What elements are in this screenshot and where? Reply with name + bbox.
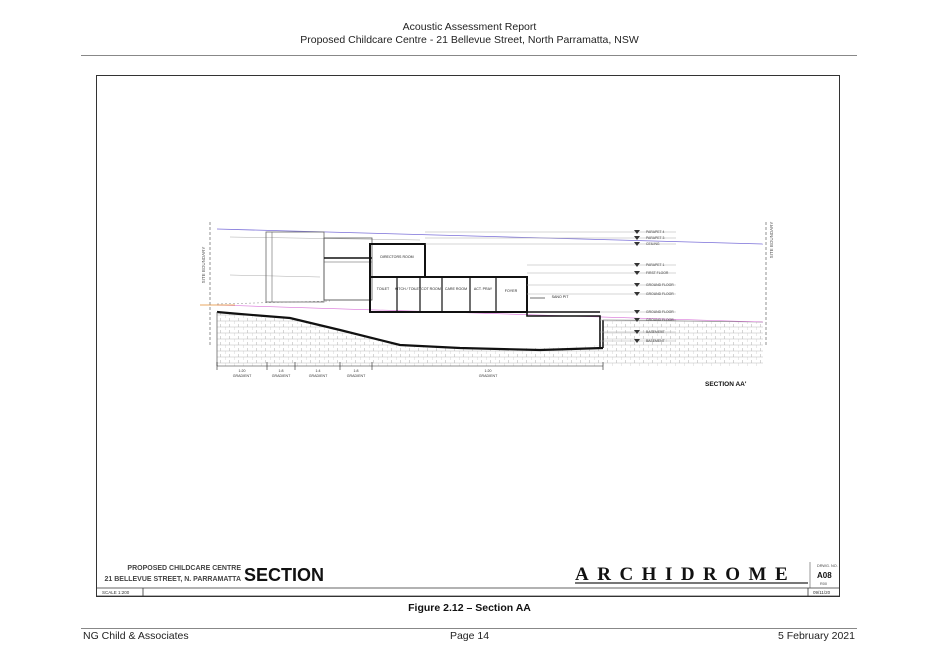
title-block	[97, 562, 839, 596]
report-title: Acoustic Assessment Report	[402, 21, 537, 33]
room-label: COT ROOM	[421, 287, 441, 291]
section-label: SECTION AA'	[705, 381, 747, 388]
report-subtitle: Proposed Childcare Centre - 21 Bellevue Street, North Parramatta, NSW	[300, 34, 639, 46]
gradient-ratio: 1:8	[278, 369, 284, 373]
gradient-label: GRADIENT	[308, 374, 328, 378]
gradient-label: GRADIENT	[232, 374, 252, 378]
level-label: CEILING	[646, 242, 660, 246]
drawing-date: 09/11/20	[813, 590, 831, 595]
level-label: GROUND FLOOR	[646, 310, 674, 314]
right-boundary-label: SITE BOUNDARY	[769, 221, 774, 259]
project-line2: 21 BELLEVUE STREET, N. PARRAMATTA	[104, 576, 241, 583]
level-label: BASEMENT	[646, 339, 665, 343]
room-label: KITCH / TOILET	[394, 287, 422, 291]
level-label: PARAPET 1	[646, 263, 665, 267]
firm-name: ARCHIDROME	[575, 564, 797, 585]
room-label: FOYER	[504, 289, 518, 293]
room-label: CARE ROOM	[444, 287, 468, 291]
room-label: DIRECTORS ROOM	[380, 255, 414, 259]
gradient-label: GRADIENT	[271, 374, 291, 378]
level-label: PARAPET 3	[646, 236, 665, 240]
gradient-label: GRADIENT	[478, 374, 498, 378]
drawing-no-label: DRWG. NO.	[817, 564, 838, 568]
gradient-ratio: 1:20	[238, 369, 246, 373]
level-label: GROUND FLOOR	[646, 283, 674, 287]
level-label: GROUND FLOOR	[646, 292, 674, 296]
gradient-ratio: 1:8	[353, 369, 359, 373]
sheet-title: SECTION	[244, 565, 325, 585]
level-label: FIRST FLOOR	[646, 271, 669, 275]
gradient-ratio: 1:20	[484, 369, 492, 373]
left-boundary-label: SITE BOUNDARY	[201, 246, 206, 284]
room-label: ACT. PRAY	[473, 287, 493, 291]
gradient-label: GRADIENT	[346, 374, 366, 378]
footer-date: 5 February 2021	[777, 630, 855, 642]
revision: R00	[820, 582, 827, 586]
level-label: BASEMENT	[646, 330, 665, 334]
project-line1: PROPOSED CHILDCARE CENTRE	[127, 565, 241, 572]
gradient-ratio: 1:4	[315, 369, 321, 373]
sano-pit-label: SANO PIT	[551, 295, 569, 299]
scale: SCALE 1:200	[102, 590, 130, 595]
footer-rule	[81, 628, 857, 629]
massing-outline	[266, 232, 324, 302]
footer-page: Page 14	[449, 630, 490, 642]
figure-caption: Figure 2.12 – Section AA	[408, 602, 531, 614]
level-label: PARAPET 4	[646, 230, 665, 234]
drawing-no: A08	[817, 571, 832, 580]
room-label: TOILET	[376, 287, 390, 291]
level-label: GROUND FLOOR	[646, 318, 674, 322]
footer-left: NG Child & Associates	[83, 630, 189, 642]
